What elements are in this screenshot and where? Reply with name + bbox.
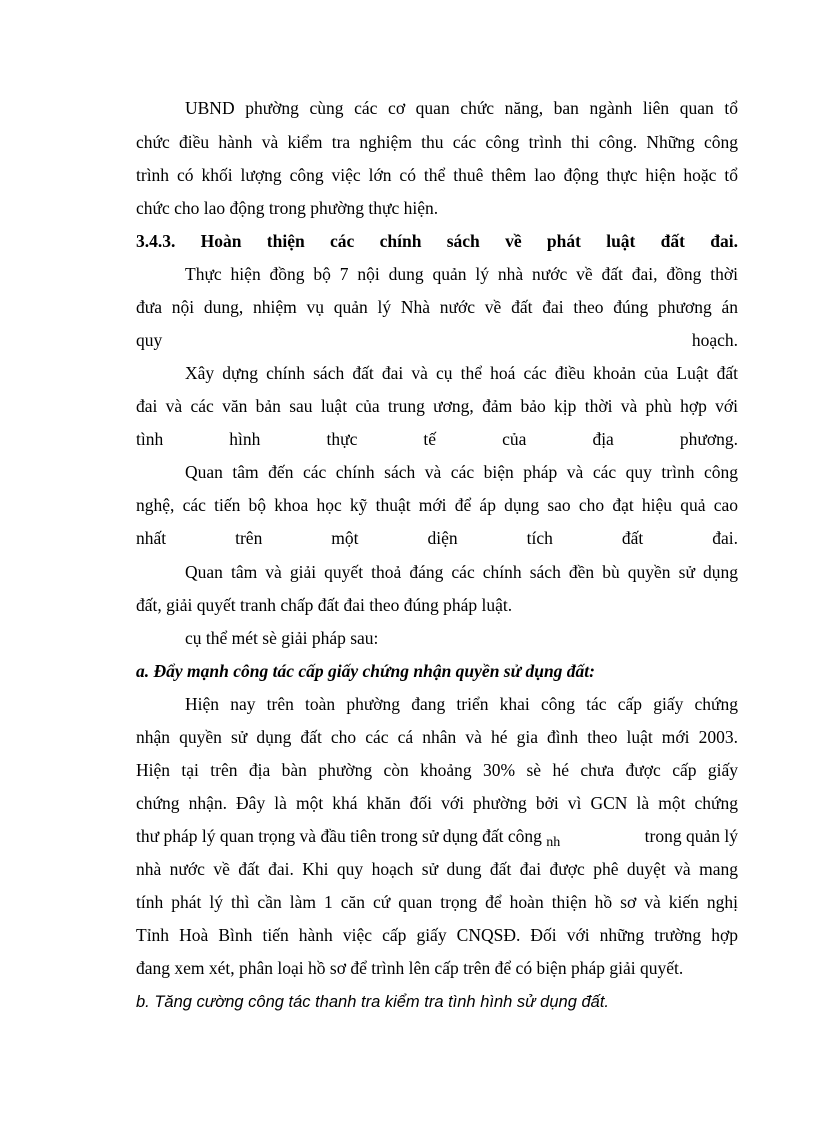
paragraph-line: trình có khối lượng công việc lớn có thể thuê thêm lao động thực hiện hoặc tổ (136, 165, 738, 185)
paragraph-line: cụ thể mét sè giải pháp sau: (185, 628, 379, 648)
paragraph-fragment (136, 824, 560, 851)
paragraph-line: Thực hiện đồng bộ 7 nội dung quản lý nhà nước về đất đai, đồng thời (185, 264, 738, 284)
paragraph-line: tình hình thực tế của địa phương. (136, 429, 738, 449)
paragraph-line: chứng nhận. Đây là một khá khăn đối với phường bởi vì GCN là một chứng (136, 793, 738, 813)
subheading-b: b. Tăng cường công tác thanh tra kiểm tra tình hình sử dụng đất. (136, 993, 609, 1011)
paragraph-line: tính phát lý thì cần làm 1 căn cứ quan trọng để hoàn thiện hồ sơ và kiến nghị (136, 892, 738, 912)
paragraph-line: đang xem xét, phân loại hồ sơ để trình lên cấp trên để có biện pháp giải quyết. (136, 958, 684, 978)
subscript-fragment: nh (546, 835, 561, 850)
section-heading-3-4-3: 3.4.3. Hoàn thiện các chính sách về phát luật đất đai. (136, 231, 738, 251)
paragraph-line (136, 824, 738, 851)
paragraph-line: nhận quyền sử dụng đất cho các cá nhân và hé gia đình theo luật mới 2003. (136, 727, 738, 747)
paragraph-line: nghệ, các tiến bộ khoa học kỹ thuật mới để áp dụng sao cho đạt hiệu quả cao (136, 495, 738, 515)
paragraph-line: Hiện tại trên địa bàn phường còn khoảng 30% sè hé chưa được cấp giấy (136, 760, 738, 780)
paragraph-line: Hiện nay trên toàn phường đang triển khai công tác cấp giấy chứng (185, 694, 738, 714)
paragraph-line: đai và các văn bản sau luật của trung ương, đảm bảo kịp thời và phù hợp với (136, 396, 738, 416)
paragraph-line: chức cho lao động trong phường thực hiện. (136, 198, 439, 218)
paragraph-fragment: trong quản lý (644, 826, 738, 846)
paragraph-line: chức điều hành và kiểm tra nghiệm thu các công trình thi công. Những công (136, 132, 738, 152)
subheading-a: a. Đẩy mạnh công tác cấp giấy chứng nhận quyền sử dụng đất: (136, 661, 595, 681)
paragraph-word: quy (136, 330, 163, 350)
paragraph-word: hoạch. (691, 330, 738, 350)
paragraph-line (136, 328, 738, 352)
paragraph-line: Quan tâm đến các chính sách và các biện pháp và các quy trình công (185, 462, 738, 482)
paragraph-line: đưa nội dung, nhiệm vụ quản lý Nhà nước về đất đai theo đúng phương án (136, 297, 738, 317)
paragraph-line: nhất trên một diện tích đất đai. (136, 528, 738, 548)
paragraph-line: nhà nước về đất đai. Khi quy hoạch sử dung đất đai được phê duyệt và mang (136, 859, 738, 879)
paragraph-line: Xây dựng chính sách đất đai và cụ thể hoá các điều khoản của Luật đất (185, 363, 738, 383)
paragraph-line: Quan tâm và giải quyết thoả đáng các chính sách đền bù quyền sử dụng (185, 562, 738, 582)
paragraph-line: Tỉnh Hoà Bình tiến hành việc cấp giấy CNQSĐ. Đối với những trường hợp (136, 925, 738, 945)
paragraph-line: đất, giải quyết tranh chấp đất đai theo đúng pháp luật. (136, 595, 513, 615)
paragraph-text: thư pháp lý quan trọng và đầu tiên trong sử dụng đất công (136, 826, 542, 846)
paragraph-line: UBND phường cùng các cơ quan chức năng, ban ngành liên quan tổ (185, 98, 738, 118)
